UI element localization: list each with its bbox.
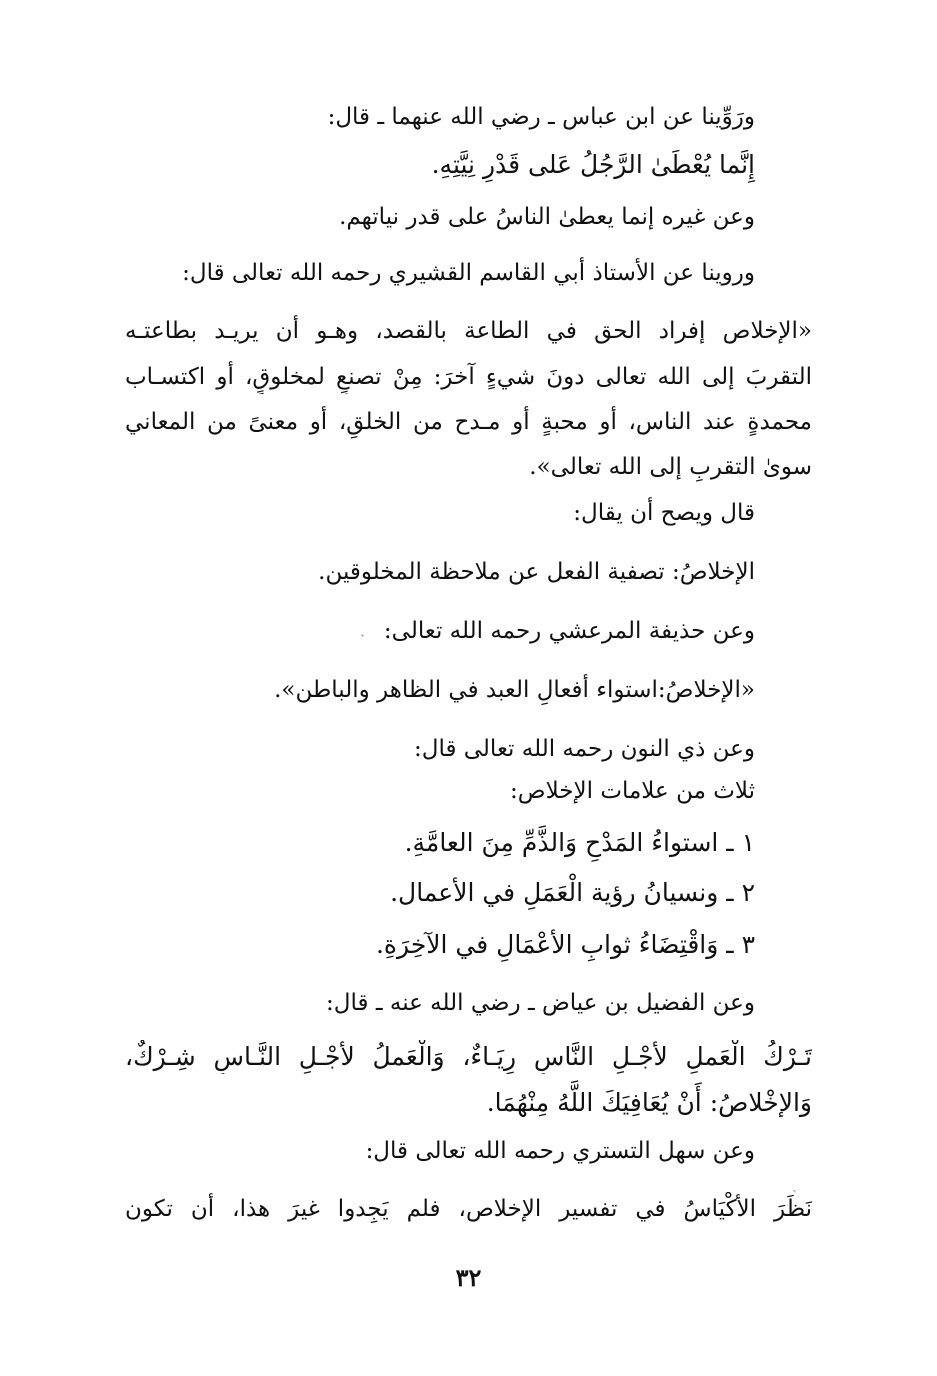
text-line: وعن الفضيل بن عياض ـ رضي الله عنه ـ قال:: [326, 990, 755, 1016]
quote-text-line: «الإخلاصُ:استواء أفعالِ العبد في الظاهر والباطن».: [274, 677, 755, 703]
page-number: ٣٢: [455, 1263, 482, 1292]
quote-text-line: «الإخلاص إفراد الحق في الطاعة بالقصد، وهـو أن يريـد بطاعتـه: [125, 318, 812, 344]
text-line: وعن غيره إنما يعطىٰ الناسُ على قدر نياتهم.: [339, 204, 755, 230]
text-line: وعن سهل التستري رحمه الله تعالى قال:: [365, 1138, 755, 1164]
text-line: وعن ذي النون رحمه الله تعالى قال:: [413, 736, 755, 762]
definition-text-line: الإخلاصُ: تصفية الفعل عن ملاحظة المخلوقين.: [318, 559, 755, 585]
scan-speck-mark: ˎ: [792, 1174, 798, 1193]
list-item: ١ ـ استواءُ المَدْحِ وَالذَّمِّ مِنَ العامَّةِ.: [404, 828, 755, 857]
quote-text-line: التقربَ إلى الله تعالى دونَ شيءٍ آخرَ: مِنْ تصنعٍ لمخلوقٍ، أو اكتسـاب: [125, 364, 812, 390]
text-line: ثلاث من علامات الإخلاص:: [510, 778, 755, 804]
list-item: ٢ ـ ونسيانُ رؤية الْعَمَلِ في الأعمال.: [390, 878, 755, 907]
quote-text-line: محمدةٍ عند الناس، أو محبةٍ أو مـدح من الخلقِ، أو معنىً من المعاني: [125, 409, 812, 435]
saying-text-line: نَظَرَ الأكْيَاسُ في تفسير الإخلاص، فلم يَجِدوا غيرَ هذا، أن تكون: [125, 1196, 812, 1222]
saying-text-line: تَـرْكُ الْعَملِ لأجْـلِ النَّاسِ رِيَـاءٌ، وَالْعَملُ لأجْـلِ النَّـاسِ شِـرْكٌ،: [125, 1042, 812, 1071]
text-line: ورَوِّينا عن ابن عباس ـ رضي الله عنهما ـ قال:: [327, 104, 755, 130]
text-line: قال ويصح أن يقال:: [573, 500, 755, 526]
quote-text-line: سوىٰ التقربِ إلى الله تعالى».: [529, 454, 812, 480]
hadith-text-line: إِنَّما يُعْطَىٰ الرَّجُلُ عَلى قَدْرِ نِيَّتِهِ.: [431, 150, 755, 179]
list-item: ٣ ـ وَاقْتِضَاءُ ثوابِ الأعْمَالِ في الآخِرَةِ.: [375, 930, 755, 959]
text-line: وروينا عن الأستاذ أبي القاسم القشيري رحمه الله تعالى قال:: [182, 260, 755, 286]
scan-speck-mark: ·: [360, 626, 366, 645]
text-line: وعن حذيفة المرعشي رحمه الله تعالى:: [383, 618, 755, 644]
saying-text-line: وَالإخْلاصُ: أَنْ يُعَافِيَكَ اللَّهُ مِنْهُمَا.: [486, 1088, 812, 1117]
